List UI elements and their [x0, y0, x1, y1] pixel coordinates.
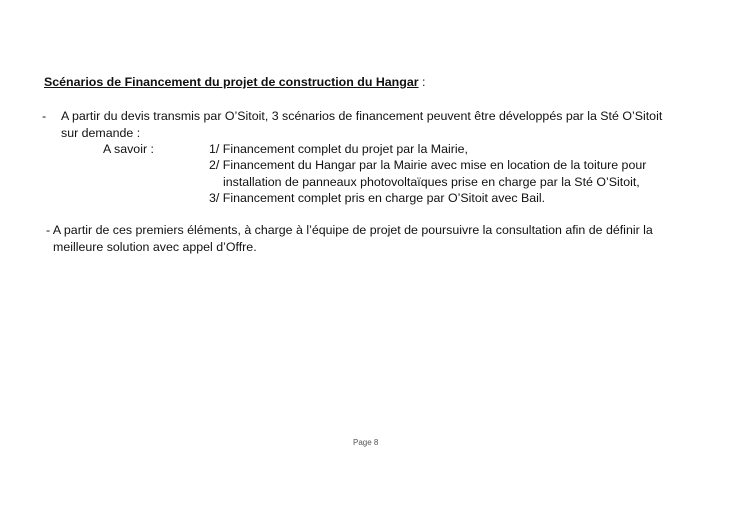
document-title	[44, 74, 425, 90]
list-item-2: 2/ Financement du Hangar par la Mairie avec mise en location de la toiture pour	[209, 158, 647, 172]
list-item-2-continued: installation de panneaux photovoltaïques prise en charge par la Sté O’Sitoit,	[223, 175, 640, 189]
title-colon: :	[418, 75, 426, 89]
title-text: Scénarios de Financement du projet de construction du Hangar	[44, 75, 419, 89]
a-savoir-label: A savoir :	[103, 142, 154, 156]
paragraph2-line1: - A partir de ces premiers éléments, à charge à l’équipe de projet de poursuivre la consultation afin de définir la	[46, 223, 653, 237]
paragraph2-line2: meilleure solution avec appel d’Offre.	[53, 240, 257, 254]
list-item-1: 1/ Financement complet du projet par la Mairie,	[209, 142, 468, 156]
paragraph1-line2: sur demande :	[61, 126, 141, 140]
page-number: Page 8	[353, 438, 379, 447]
list-item-3: 3/ Financement complet pris en charge par O’Sitoit avec Bail.	[209, 191, 546, 205]
bullet-dash: -	[42, 109, 47, 123]
paragraph1-line1: A partir du devis transmis par O’Sitoit, 3 scénarios de financement peuvent être développés par la Sté O’Sitoit	[61, 109, 663, 123]
